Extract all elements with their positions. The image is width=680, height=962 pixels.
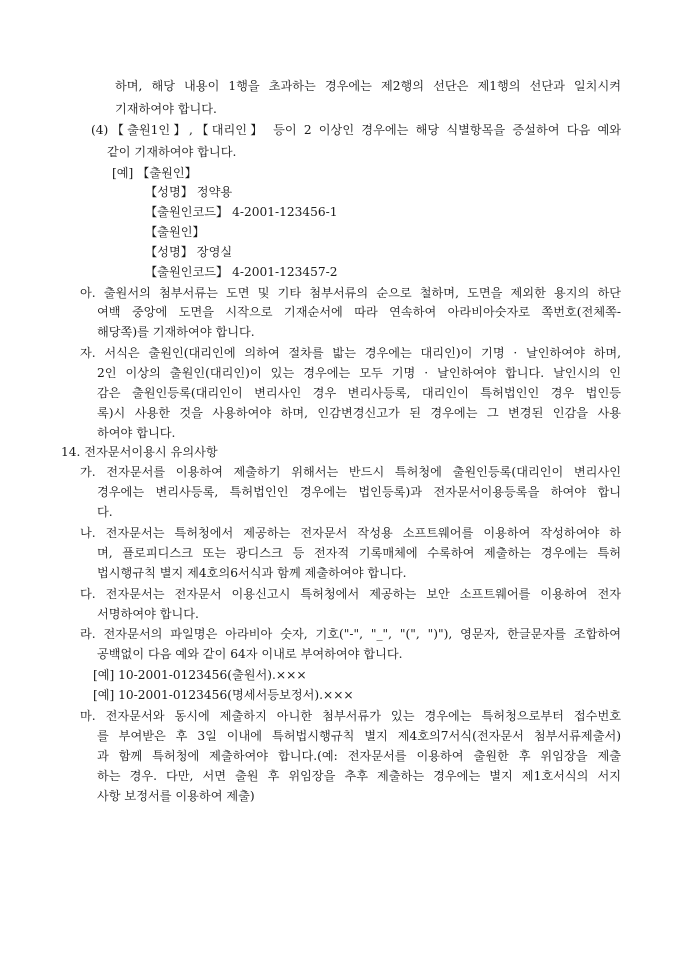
text-line: 여백 중앙에 도면을 시작으로 기재순서에 따라 연속하여 아라비아숫자로 쪽번호(전체쪽- bbox=[97, 305, 621, 319]
text-line: (4)【출원1인】,【대리인】 등이 2 이상인 경우에는 해당 식별항목을 증설하여 다음 예와 bbox=[91, 123, 621, 137]
text-line: 를 부여받은 후 3일 이내에 특허법시행규칙 별지 제4호의7서식(전자문서 첨부서류제출서) bbox=[97, 729, 621, 743]
text-line: 하며, 해당 내용이 1행을 초과하는 경우에는 제2행의 선단은 제1행의 선단과 일치시켜 bbox=[115, 79, 621, 93]
text-line: 【출원인코드】 4-2001-123456-1 bbox=[145, 205, 338, 219]
section-heading: 14. 전자문서이용시 유의사항 bbox=[61, 445, 218, 459]
text-line: 나. 전자문서는 특허청에서 제공하는 전자문서 작성용 소프트웨어를 이용하여 작성하여야 하 bbox=[80, 526, 621, 540]
text-line: 경우에는 변리사등록, 특허법인인 경우에는 법인등록)과 전자문서이용등록을 하여야 합니 bbox=[97, 485, 621, 499]
text-line: 【성명】 장영실 bbox=[145, 245, 233, 259]
text-line: 하는 경우. 다만, 서면 출원 후 위임장을 추후 제출하는 경우에는 별지 제1호서식의 서지 bbox=[97, 769, 621, 783]
text-line: 해당쪽)를 기재하여야 합니다. bbox=[97, 325, 255, 339]
example-label: [예] 【출원인】 bbox=[112, 166, 197, 180]
text-line: 법시행규칙 별지 제4호의6서식과 함께 제출하여야 합니다. bbox=[97, 566, 407, 580]
text-line: 【출원인】 bbox=[145, 225, 205, 239]
text-line: 사항 보정서를 이용하여 제출) bbox=[97, 789, 255, 803]
text-line: 【성명】 정약용 bbox=[145, 185, 233, 199]
text-line: 서명하여야 합니다. bbox=[97, 607, 199, 621]
text-line: 기재하여야 합니다. bbox=[115, 102, 217, 116]
text-line: 록)시 사용한 것을 사용하여야 하며, 인감변경신고가 된 경우에는 그 변경된 인감을 사용 bbox=[97, 406, 621, 420]
example-line: [예] 10-2001-0123456(명세서등보정서).××× bbox=[93, 688, 354, 702]
text-line: 가. 전자문서를 이용하여 제출하기 위해서는 반드시 특허청에 출원인등록(대리인이 변리사인 bbox=[80, 465, 621, 479]
text-line: 다. bbox=[97, 505, 113, 519]
text-line: 과 함께 특허청에 제출하여야 합니다.(예: 전자문서를 이용하여 출원한 후 위임장을 제출 bbox=[97, 749, 621, 763]
text-line: 라. 전자문서의 파일명은 아라비아 숫자, 기호("-", "_", "(", ")"), 영문자, 한글문자를 조합하여 bbox=[80, 627, 621, 641]
text-line: 감은 출원인등록(대리인이 변리사인 경우 변리사등록, 대리인이 특허법인인 경우 법인등 bbox=[97, 386, 621, 400]
text-line: 하여야 합니다. bbox=[97, 426, 176, 440]
text-line: 같이 기재하여야 합니다. bbox=[107, 145, 237, 159]
text-line: 마. 전자문서와 동시에 제출하지 아니한 첨부서류가 있는 경우에는 특허청으로부터 접수번호 bbox=[80, 709, 621, 723]
text-line: 아. 출원서의 첨부서류는 도면 및 기타 첨부서류의 순으로 철하며, 도면을 제외한 용지의 하단 bbox=[80, 286, 621, 300]
text-line: 며, 플로피디스크 또는 광디스크 등 전자적 기록매체에 수록하여 제출하는 경우에는 특허 bbox=[97, 546, 621, 560]
text-line: 공백없이 다음 예와 같이 64자 이내로 부여하여야 합니다. bbox=[97, 647, 403, 661]
example-line: [예] 10-2001-0123456(출원서).××× bbox=[93, 668, 307, 682]
text-line: 다. 전자문서는 전자문서 이용신고시 특허청에서 제공하는 보안 소프트웨어를 이용하여 전자 bbox=[80, 587, 621, 601]
text-line: 【출원인코드】 4-2001-123457-2 bbox=[145, 265, 338, 279]
text-line: 자. 서식은 출원인(대리인에 의하여 절차를 밟는 경우에는 대리인)이 기명 · 날인하여야 하며, bbox=[80, 346, 621, 360]
text-line: 2인 이상의 출원인(대리인)이 있는 경우에는 모두 기명 · 날인하여야 합니다. 날인시의 인 bbox=[97, 366, 621, 380]
